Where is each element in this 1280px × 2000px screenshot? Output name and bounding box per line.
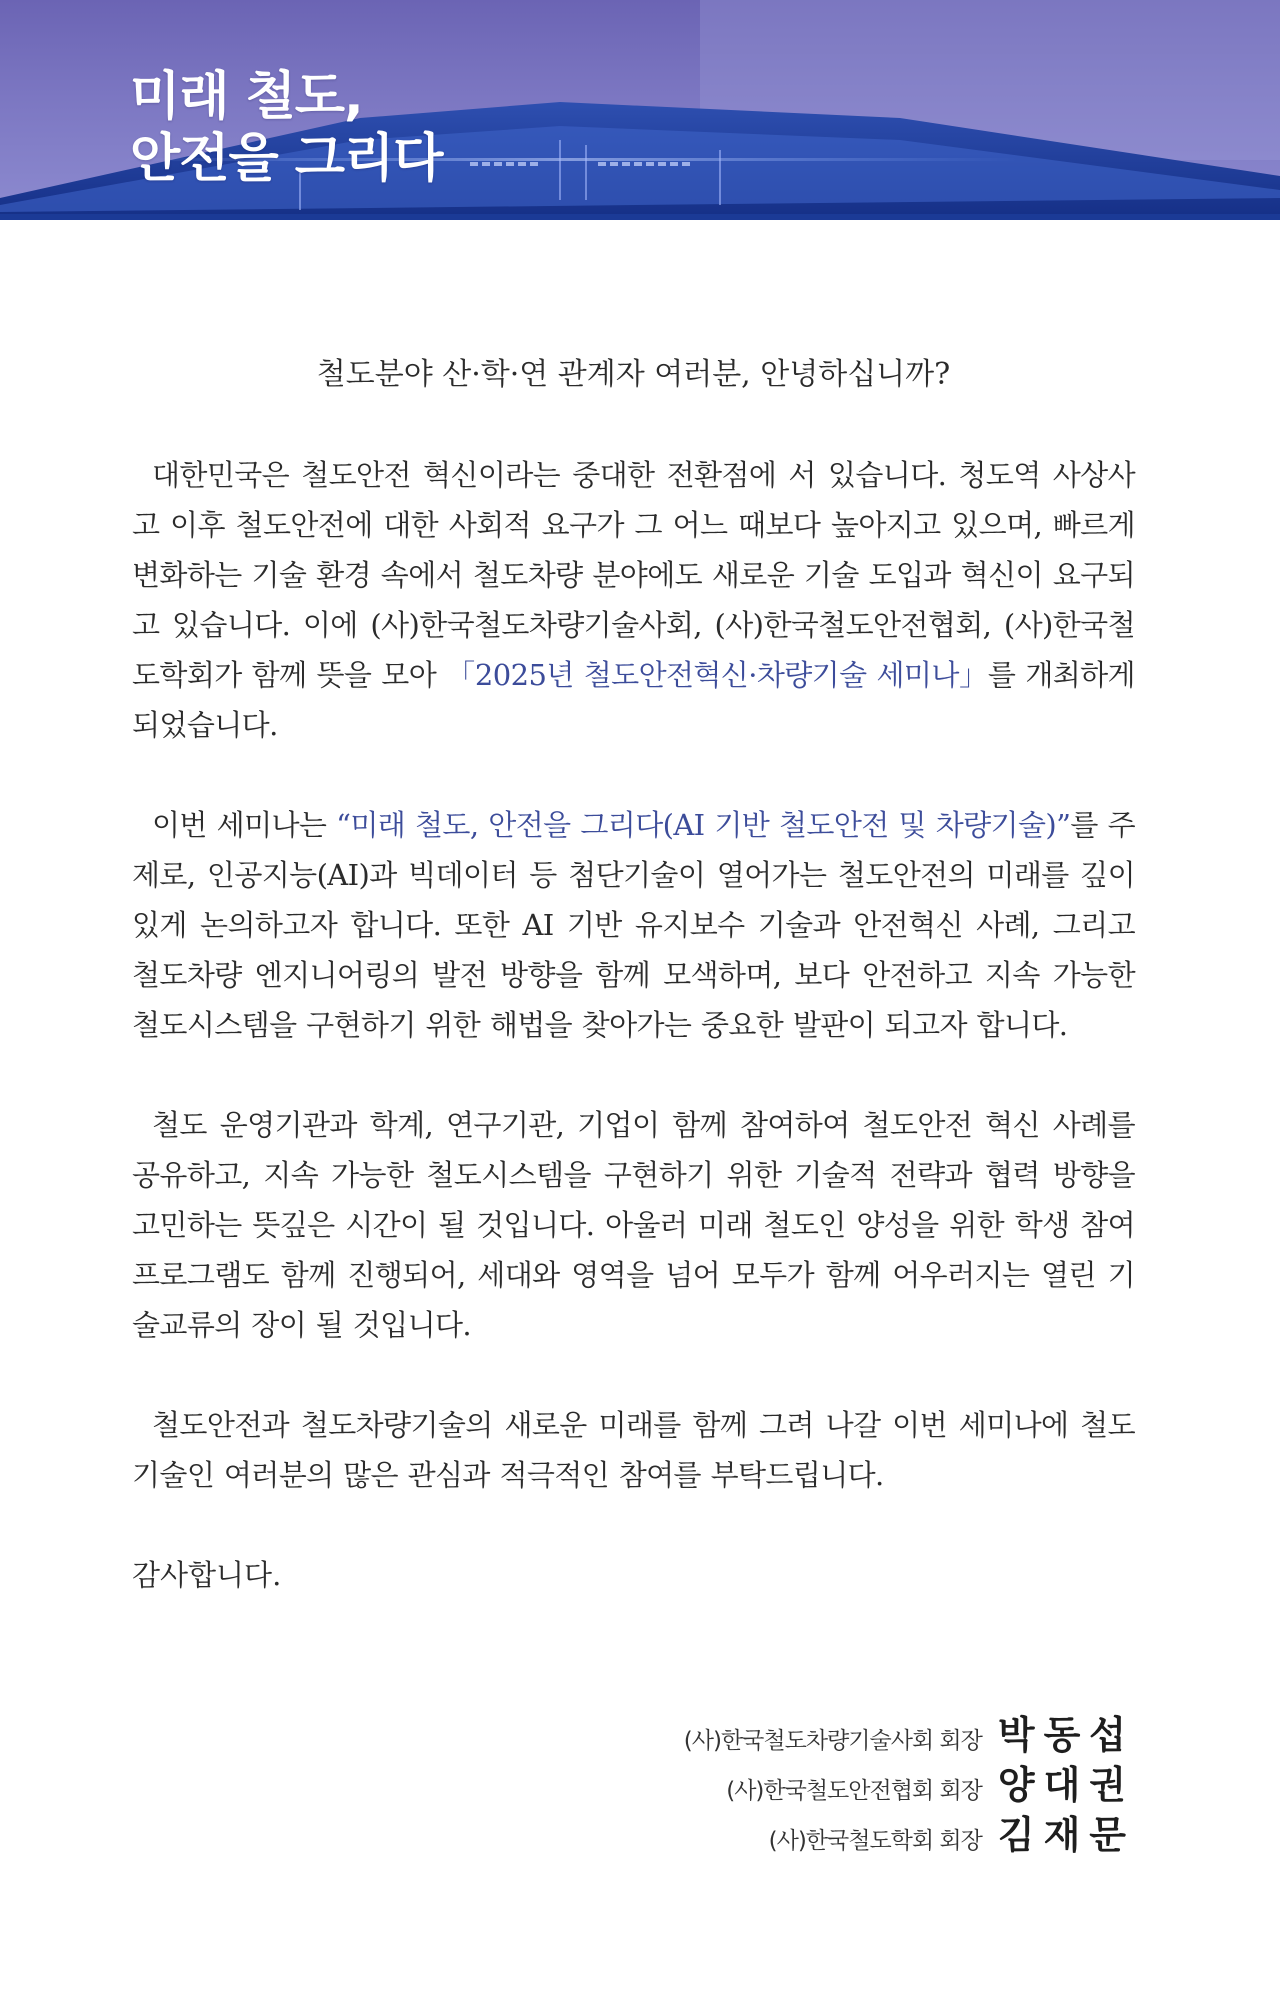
banner-title	[130, 66, 443, 190]
paragraph-3: 철도 운영기관과 학계, 연구기관, 기업이 함께 참여하여 철도안전 혁신 사례를 공유하고, 지속 가능한 철도시스템을 구현하기 위한 기술적 전략과 협력 방향을 고민하는 뜻깊은 시간이 될 것입니다. 아울러 미래 철도인 양성을 위한 학생 참여 프로그램도 함께 진행되어, 세대와 영역을 넘어 모두가 함께 어우러지는 열린 기술교류의 장이 될 것입니다.	[132, 1108, 1135, 1342]
paragraph-2-lead: 이번 세미나는	[152, 808, 337, 842]
signature-org: (사)한국철도학회 회장	[768, 1828, 982, 1854]
greeting: 철도분야 산·학·연 관계자 여러분, 안녕하십니까?	[316, 357, 951, 392]
seminar-theme-highlight: “미래 철도, 안전을 그리다(AI 기반 철도안전 및 차량기술)”	[336, 808, 1071, 842]
signature-row	[435, 1804, 1135, 1857]
signature-name: 김재문	[997, 1812, 1135, 1857]
signature-org: (사)한국철도안전협회 회장	[726, 1778, 982, 1804]
paragraph-1-tail: 를 개최하게 되었습니다.	[132, 658, 1135, 742]
signature-row	[435, 1754, 1135, 1807]
paragraph-4: 철도안전과 철도차량기술의 새로운 미래를 함께 그려 나갈 이번 세미나에 철도기술인 여러분의 많은 관심과 적극적인 참여를 부탁드립니다.	[132, 1408, 1135, 1492]
paragraph-2-text: 를 주제로, 인공지능(AI)과 빅데이터 등 첨단기술이 열어가는 철도안전의 미래를 깊이 있게 논의하고자 합니다. 또한 AI 기반 유지보수 기술과 안전혁신 사례, 그리고 철도차량 엔지니어링의 발전 방향을 함께 모색하며, 보다 안전하고 지속 가능한 철도시스템을 구현하기 위한 해법을 찾아가는 중요한 발판이 되고자 합니다.	[132, 808, 1135, 1042]
closing-thanks: 감사합니다.	[132, 1558, 282, 1592]
header-banner	[0, 0, 1280, 220]
seminar-title-highlight: 「2025년 철도안전혁신·차량기술 세미나」	[446, 658, 988, 692]
paragraph-2	[132, 800, 1135, 1050]
signature-row	[435, 1704, 1135, 1757]
banner-title-line1: 미래 철도,	[130, 67, 363, 127]
signature-name: 양대권	[997, 1762, 1135, 1807]
signature-org: (사)한국철도차량기술사회 회장	[683, 1728, 982, 1754]
paragraph-1-text: 대한민국은 철도안전 혁신이라는 중대한 전환점에 서 있습니다. 청도역 사상사고 이후 철도안전에 대한 사회적 요구가 그 어느 때보다 높아지고 있으며, 빠르게 변화하는 기술 환경 속에서 철도차량 분야에도 새로운 기술 도입과 혁신이 요구되고 있습니다. 이에 (사)한국철도차량기술사회, (사)한국철도안전협회, (사)한국철도학회가 함께 뜻을 모아	[132, 458, 1135, 692]
signature-block	[435, 1704, 1135, 1857]
signature-name: 박동섭	[997, 1712, 1135, 1757]
invitation-letter	[132, 350, 1135, 1600]
banner-title-line2: 안전을 그리다	[130, 129, 443, 189]
paragraph-1	[132, 450, 1135, 750]
